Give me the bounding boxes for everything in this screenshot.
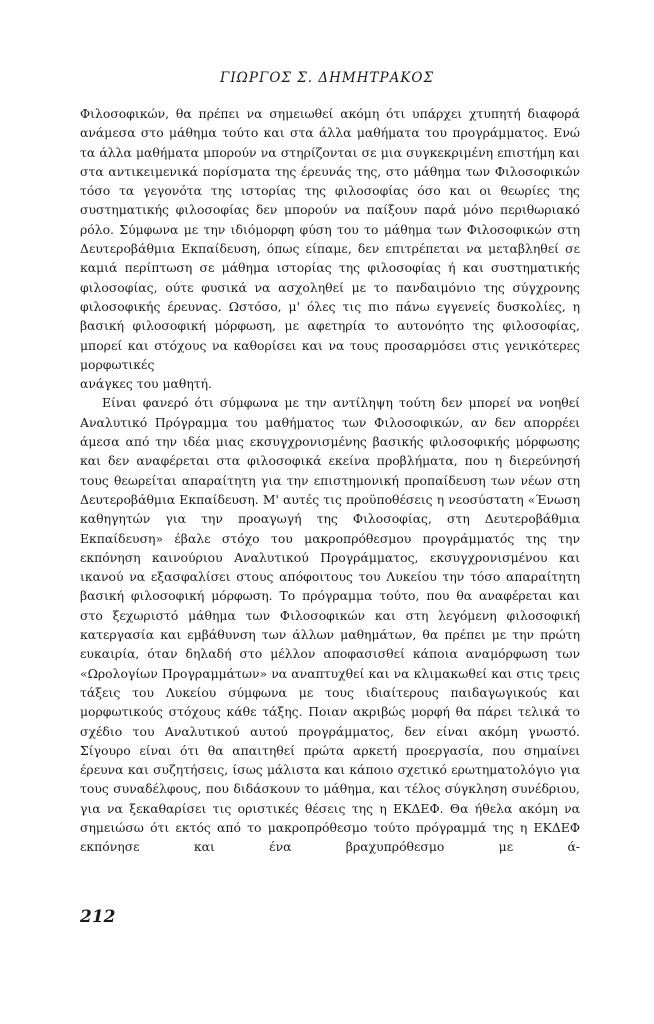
body-text: [80, 104, 580, 857]
paragraph-1-text: Φιλοσοφικών, θα πρέπει να σημειωθεί ακόμη ότι υπάρχει χτυπητή διαφορά ανάμεσα στο μάθημα τούτο και στα άλλα μαθήματα του προγράμματος. Ενώ τα άλλα μαθήματα μπορούν να στηρίζονται σε μια συγκεκριμένη επιστήμη και στα αντικειμενικά πορίσματα της έρευνάς της, στο μάθημα των Φιλοσοφικών τόσο τα γεγονότα της ιστορίας της φιλοσοφίας όσο και οι θεωρίες της συστηματικής φιλοσοφίας δεν μπορούν να παίξουν παρά μόνο περιθωριακό ρόλο. Σύμφωνα με την ιδιόμορφη φύση του το μάθημα των Φιλοσοφικών στη Δευτεροβάθμια Εκπαίδευση, όπως είπαμε, δεν επιτρέπεται να μεταβληθεί σε καμιά περίπτωση σε μάθημα ιστορίας της φιλοσοφίας ή και συστηματικής φιλοσοφίας, ούτε φυσικά να ασχοληθεί με το πανδαιμόνιο της σύγχρονης φιλοσοφικής έρευνας. Ωστόσο, μ' όλες τις πιο πάνω εγγενείς δυσκολίες, η βασική φιλοσοφική μόρφωση, με αφετηρία το αυτονόητο της φιλοσοφίας, μπορεί και στόχους να καθορίσει και να τους προσαρμόσει στις γενικότερες μορφωτικές: [80, 106, 580, 372]
page-number: 212: [80, 907, 116, 927]
paragraph-1: [80, 104, 580, 393]
running-head: ΓΙΩΡΓΟΣ Σ. ΔΗΜΗΤΡΑΚΟΣ: [219, 70, 435, 86]
paragraph-1-last-line: ανάγκες του μαθητή.: [80, 376, 213, 392]
paragraph-2: Είναι φανερό ότι σύμφωνα με την αντίληψη τούτη δεν μπορεί να νοηθεί Αναλυτικό Πρόγραμμα του μαθήματος των Φιλοσοφικών, αν δεν απορρέει άμεσα από την ιδέα μιας εκσυγχρονισμένης βασικής φιλοσοφικής μόρφωσης και δεν αναφέρεται στα φιλοσοφικά εκείνα προβλήματα, που η διερεύνησή τους θεωρείται απαραίτητη για την επιστημονική προπαίδευση των νέων στη Δευτεροβάθμια Εκπαίδευση. Μ' αυτές τις προϋποθέσεις η νεοσύστατη «Ένωση καθηγητών για την προαγωγή της Φιλοσοφίας, στη Δευτεροβάθμια Εκπαίδευση» έβαλε στόχο του μακροπρόθεσμου προγράμματός της την εκπόνηση καινούριου Αναλυτικού Προγράμματος, εκσυγχρονισμένου και ικανού να εξασφαλίσει στους απόφοιτους του Λυκείου την τόσο απαραίτητη βασική φιλοσοφική μόρφωση. Το πρόγραμμα τούτο, που θα αναφέρεται και στο ξεχωριστό μάθημα των Φιλοσοφικών και στη λεγόμενη φιλοσοφική κατεργασία και εμβάθυνση των άλλων μαθημάτων, θα πρέπει με την πρώτη ευκαιρία, όταν δηλαδή στο μέλλον αποφασισθεί κάποια αναμόρφωση των «Ωρολογίων Προγραμμάτων» να αναπτυχθεί και να κλιμακωθεί και στις τρεις τάξεις του Λυκείου σύμφωνα με τους ιδιαίτερους παιδαγωγικούς και μορφωτικούς στόχους κάθε τάξης. Ποιαν ακριβώς μορφή θα πάρει τελικά το σχέδιο του Αναλυτικού αυτού προγράμματος, δεν είναι ακόμη γνωστό. Σίγουρο είναι ότι θα απαιτηθεί πρώτα αρκετή προεργασία, που σημαίνει έρευνα και συζητήσεις, ίσως μάλιστα και κάποιο σχετικό ερωτηματολόγιο για τους συναδέλφους, που διδάσκουν το μάθημα, και τέλος σύγκληση συνέδριου, για να ξεκαθαρίσει τις οριστικές θέσεις της η ΕΚΔΕΦ. Θα ήθελα ακόμη να σημειώσω ότι εκτός από το μακροπρόθεσμο τούτο πρόγραμμά της η ΕΚΔΕΦ εκπόνησε και ένα βραχυπρόθεσμο με ά-: [80, 395, 580, 855]
